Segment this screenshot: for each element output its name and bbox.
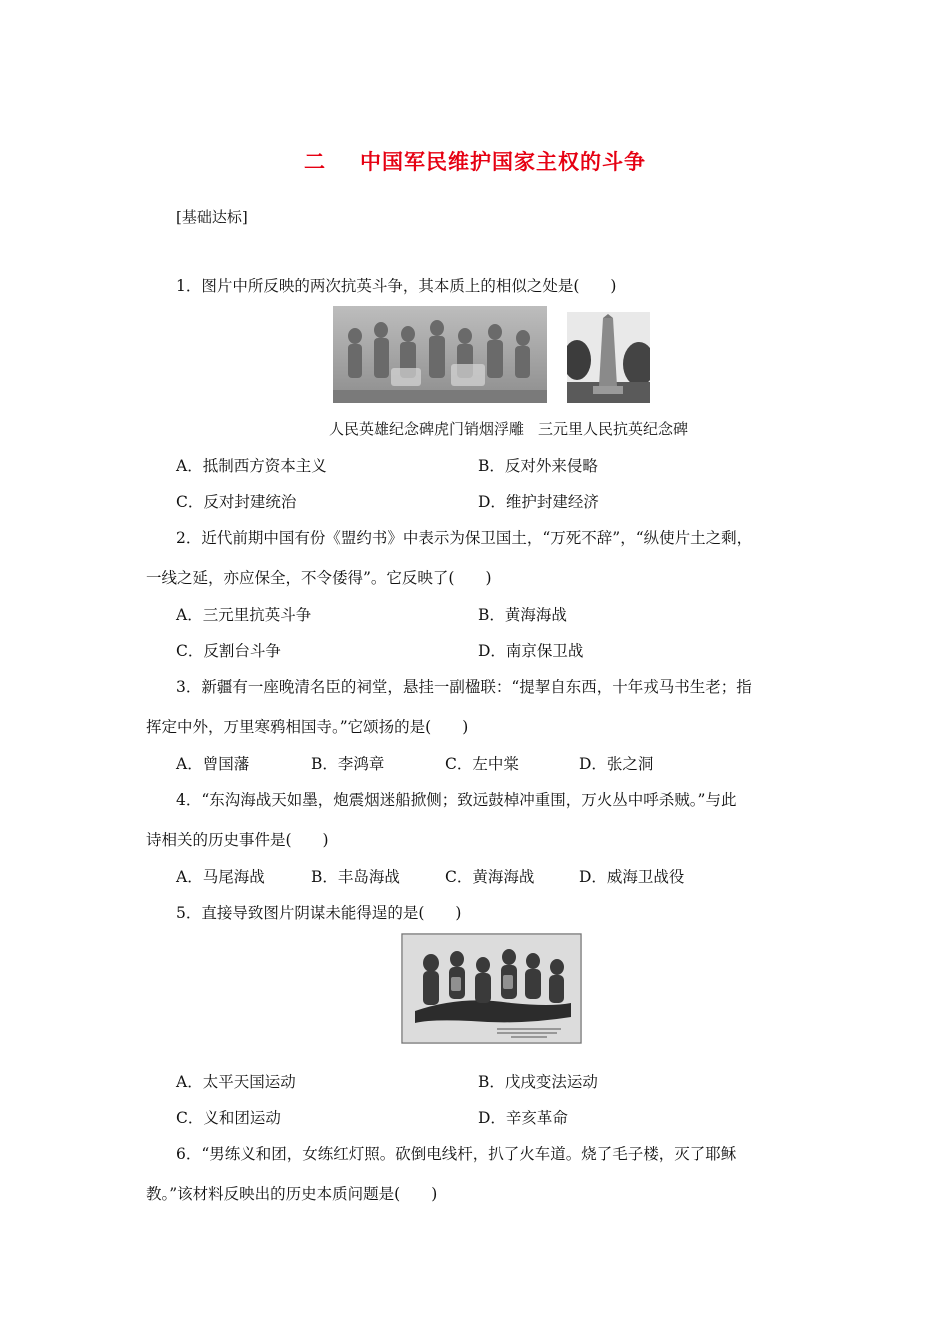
q2-option-c[interactable]: C．反割台斗争 <box>176 642 281 660</box>
q1-option-d[interactable]: D．维护封建经济 <box>478 493 599 511</box>
section-label: [基础达标] <box>176 208 248 226</box>
q4-option-a[interactable]: A．马尾海战 <box>176 868 265 886</box>
q5-option-b[interactable]: B．戊戌变法运动 <box>478 1073 598 1091</box>
question-4-stem: 4．“东沟海战天如墨，炮震烟迷船掀侧；致远鼓棹冲重围，万火丛中呼杀贼。”与此 <box>176 791 737 809</box>
political-cartoon-image <box>401 933 582 1044</box>
q4-option-d[interactable]: D．威海卫战役 <box>579 868 685 886</box>
relief-sculpture-image <box>333 306 547 403</box>
q3-option-a[interactable]: A．曾国藩 <box>176 755 250 773</box>
caption-monument: 三元里人民抗英纪念碑 <box>538 420 689 438</box>
question-4-stem-cont: 诗相关的历史事件是( ) <box>146 831 329 849</box>
question-3-stem-cont: 挥定中外，万里寒鸦相国寺。”它颂扬的是( ) <box>146 718 469 736</box>
image-captions <box>329 418 688 439</box>
memorial-monument-image <box>567 312 650 403</box>
question-6-stem: 6．“男练义和团，女练红灯照。砍倒电线杆，扒了火车道。烧了毛子楼，灭了耶稣 <box>176 1145 737 1163</box>
q1-option-b[interactable]: B．反对外来侵略 <box>478 457 598 475</box>
q5-option-d[interactable]: D．辛亥革命 <box>478 1109 568 1127</box>
caption-relief: 人民英雄纪念碑虎门销烟浮雕 <box>329 420 525 438</box>
page-title <box>0 146 950 176</box>
question-3-stem: 3．新疆有一座晚清名臣的祠堂，悬挂一副楹联：“提挈自东西，十年戎马书生老；指 <box>176 678 752 696</box>
question-6-stem-cont: 教。”该材料反映出的历史本质问题是( ) <box>146 1185 438 1203</box>
question-1-stem: 1．图片中所反映的两次抗英斗争，其本质上的相似之处是( ) <box>176 277 617 295</box>
q2-option-d[interactable]: D．南京保卫战 <box>478 642 584 660</box>
q1-option-c[interactable]: C．反对封建统治 <box>176 493 297 511</box>
q4-option-c[interactable]: C．黄海海战 <box>445 868 535 886</box>
question-2-stem-cont: 一线之延，亦应保全，不令倭得”。它反映了( ) <box>146 569 492 587</box>
lesson-title: 中国军民维护国家主权的斗争 <box>360 149 646 174</box>
q2-option-b[interactable]: B．黄海海战 <box>478 606 567 624</box>
q4-option-b[interactable]: B．丰岛海战 <box>311 868 400 886</box>
q1-option-a[interactable]: A．抵制西方资本主义 <box>176 457 327 475</box>
q5-option-c[interactable]: C．义和团运动 <box>176 1109 281 1127</box>
q2-option-a[interactable]: A．三元里抗英斗争 <box>176 606 312 624</box>
q3-option-d[interactable]: D．张之洞 <box>579 755 654 773</box>
question-5-stem: 5．直接导致图片阴谋未能得逞的是( ) <box>176 904 462 922</box>
lesson-number: 二 <box>304 149 326 174</box>
q3-option-c[interactable]: C．左中棠 <box>445 755 519 773</box>
q5-option-a[interactable]: A．太平天国运动 <box>176 1073 296 1091</box>
q3-option-b[interactable]: B．李鸿章 <box>311 755 385 773</box>
question-2-stem: 2．近代前期中国有份《盟约书》中表示为保卫国土，“万死不辞”，“纵使片土之剩， <box>176 529 753 547</box>
